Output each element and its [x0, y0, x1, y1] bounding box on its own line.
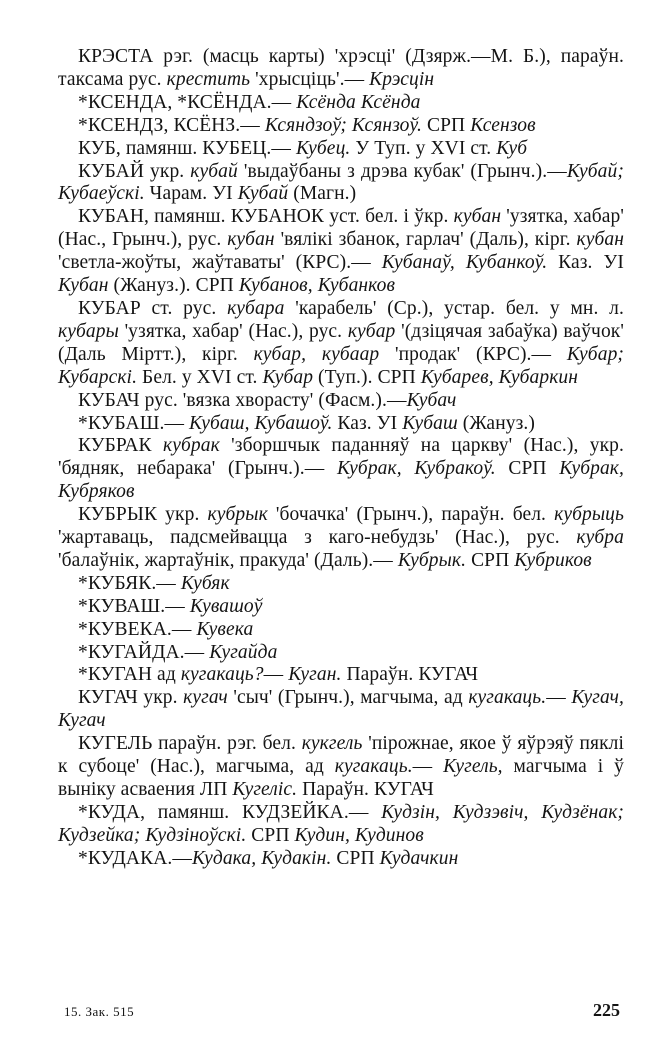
entry-text-segment: КУБ, памянш. КУБЕЦ.— [78, 137, 296, 159]
entry-italic-segment: Кудин, Кудинов [294, 824, 424, 846]
entry-italic-segment: кубрыць [554, 504, 624, 526]
entry-italic-segment: Кугайда [209, 641, 278, 663]
entry-italic-segment: кубра [576, 527, 624, 549]
entry-text-segment: Параўн. КУГАЧ [297, 779, 434, 800]
entry-text-segment: *КУГАН ад [78, 664, 181, 686]
entry-italic-segment: Кубанов, Кубанков [238, 275, 396, 297]
entry-text-segment: У Туп. у XVI ст. [350, 137, 497, 159]
dictionary-entry [58, 596, 624, 619]
dictionary-entry [58, 802, 624, 848]
entry-italic-segment: кугакаць. [468, 687, 547, 709]
entry-text-segment: (Жануз.) [457, 412, 535, 434]
entry-italic-segment: Кубарев, Кубаркин [420, 366, 579, 388]
entry-italic-segment: Кувека [196, 618, 254, 640]
dictionary-entry [58, 92, 624, 115]
entry-italic-segment: Кубай [237, 183, 289, 205]
entry-text-segment: 'узятка, хабар' (Нас., Грынч.), рус. [58, 206, 624, 251]
entry-text-segment: КУБАН, памянш. КУБАНОК уст. бел. і ўкр. [78, 206, 454, 228]
entry-italic-segment: Кудака, Кудакін. [191, 847, 332, 869]
entry-italic-segment: кубар [347, 320, 396, 342]
dictionary-entry [58, 206, 624, 298]
entry-italic-segment: Кубрак, Кубракоў. [336, 458, 496, 480]
entry-text-segment: *КСЕНДА, *КСЁНДА.— [78, 91, 297, 113]
entry-italic-segment: Кудачкин [379, 847, 459, 869]
entry-italic-segment: Ксёнда Ксёнда [296, 91, 421, 113]
entry-italic-segment: кугакаць. [334, 756, 413, 778]
entry-italic-segment: Куб [496, 137, 528, 159]
dictionary-entry [58, 413, 624, 436]
entry-italic-segment: кубрык [207, 504, 268, 526]
entry-italic-segment: Кубяк [180, 572, 230, 594]
entry-text-segment: СРП [331, 847, 380, 869]
printer-signature: 15. Зак. 515 [64, 1004, 135, 1019]
entry-italic-segment: Кугель, [443, 756, 503, 778]
entry-italic-segment: Ксяндзоў; Ксянзоў. [264, 114, 422, 136]
entry-text-segment: 'бочачка' (Грынч.), параўн. бел. [267, 504, 555, 526]
entry-text-segment: КУБРАК [78, 435, 163, 457]
entry-text-segment: Бел. у XVI ст. [137, 366, 263, 388]
entry-text-segment: 'хрысціць'.— [250, 68, 370, 90]
dictionary-entry [58, 390, 624, 413]
entry-text-segment: 'пірожнае, якое ў яўрэяў пяклі к субоце' (Нас.), магчыма, ад [58, 733, 624, 778]
entry-text-segment: КУБАЙ укр. [78, 160, 191, 182]
dictionary-entry [58, 573, 624, 596]
entry-italic-segment: кубай [190, 160, 238, 182]
entry-italic-segment: Куган. [288, 664, 342, 686]
dictionary-entry [58, 138, 624, 161]
entry-italic-segment: Кубриков [514, 549, 592, 571]
entry-text-segment: КУБРЫК укр. [78, 504, 208, 526]
entry-italic-segment: кубан [227, 229, 275, 251]
entry-text-segment: КРЭСТА рэг. (масць карты) 'хрэсці' (Дзярж.—М. Б.), параўн. таксама рус. [58, 46, 624, 90]
entry-italic-segment: кубара [227, 297, 285, 319]
entry-text-segment: СРП [422, 114, 471, 136]
entry-italic-segment: Ксензов [470, 114, 536, 136]
entry-italic-segment: кубан [576, 229, 624, 251]
entry-italic-segment: Кувашоў [189, 595, 263, 617]
entry-text-segment: *КСЕНДЗ, КСЁНЗ.— [78, 114, 265, 136]
entry-italic-segment: Кубец. [295, 137, 351, 159]
entry-italic-segment: Кубай; Кубаеўскі. [58, 160, 624, 205]
entry-text-segment: '(дзіцячая забаўка) ваўчок' (Даль Міртт.), кірг. [58, 320, 624, 365]
entry-text-segment: 'сыч' (Грынч.), магчыма, ад [227, 687, 469, 709]
entry-italic-segment: Кудзін, Кудзэвіч, Кудзёнак; Кудзейка; Кудзіноўскі. [58, 801, 625, 846]
entry-text-segment: — [263, 664, 289, 686]
entry-text-segment: СРП [246, 824, 295, 846]
entry-text-segment: Чарам. УІ [144, 183, 238, 205]
entry-text-segment: 'карабель' (Ср.), устар. бел. у мн. л. [284, 297, 624, 319]
entry-text-segment: *КУБАШ.— [78, 412, 190, 434]
dictionary-entry [58, 664, 624, 687]
entry-italic-segment: Кубар; Кубарскі. [58, 343, 625, 388]
entry-text-segment: 'светла-жоўты, жаўтаваты' (КРС).— [58, 252, 382, 274]
entry-italic-segment: Кубаш [402, 412, 458, 434]
entry-text-segment: 'вялікі збанок, гарлач' (Даль), кірг. [274, 229, 577, 251]
entry-text-segment: — [412, 756, 444, 778]
dictionary-entry [58, 161, 624, 207]
entry-text-segment: СРП [495, 458, 560, 480]
dictionary-entry [58, 848, 624, 871]
entry-italic-segment: Кугеліс. [232, 779, 298, 800]
entry-italic-segment: кубан [453, 206, 502, 228]
entry-text-segment: *КУДА, памянш. КУДЗЕЙКА.— [78, 801, 382, 823]
entry-text-segment: КУБАЧ рус. 'вязка хворасту' (Фасм.).— [78, 389, 407, 411]
dictionary-entry [58, 115, 624, 138]
dictionary-entry [58, 733, 624, 802]
entry-text-segment: (Туп.). СРП [313, 366, 421, 388]
dictionary-entry [58, 298, 624, 390]
entry-text-segment: *КУГАЙДА.— [78, 641, 210, 663]
entry-italic-segment: Кубаш, Кубашоў. [189, 412, 333, 434]
entry-italic-segment: Кубрык. [397, 549, 467, 571]
entry-text-segment: 'продак' (КРС).— [379, 343, 567, 365]
entry-italic-segment: Кубар [262, 366, 314, 388]
entry-text-segment: *КУДАКА.— [78, 847, 192, 869]
entry-text-segment: Каз. УІ [332, 412, 403, 434]
dictionary-entry [58, 687, 624, 733]
entry-italic-segment: Кугач, Кугач [58, 687, 624, 732]
entry-text-segment: КУБАР ст. рус. [78, 297, 228, 319]
entry-italic-segment: Кубрак, Кубряков [58, 458, 625, 503]
dictionary-entry [58, 619, 624, 642]
entry-italic-segment: Крэсцін [369, 68, 435, 90]
entry-text-segment: *КУВАШ.— [78, 595, 190, 617]
entry-text-segment: 'узятка, хабар' (Нас.), рус. [118, 320, 348, 342]
entry-italic-segment: Кубанаў, Кубанкоў. [381, 252, 548, 274]
dictionary-entry [58, 504, 624, 573]
dictionary-entry [58, 435, 624, 504]
entry-text-segment: 'балаўнік, жартаўнік, пракуда' (Даль).— [58, 549, 398, 571]
dictionary-entry [58, 46, 624, 92]
entry-text-segment: 'жартаваць, падсмейвацца з каго-небудзь' (Нас.), рус. [58, 527, 577, 549]
entry-text-segment: (Жануз.). СРП [108, 275, 239, 297]
entry-text-segment: — [546, 687, 572, 709]
entry-italic-segment: кубрак [163, 435, 220, 457]
entry-italic-segment: кугач [183, 687, 228, 709]
entry-text-segment: Параўн. КУГАЧ [341, 664, 479, 686]
entry-text-segment: (Магн.) [288, 183, 357, 205]
entry-text-segment: СРП [466, 549, 515, 571]
entry-italic-segment: Кубач [406, 389, 457, 411]
entry-text-segment: КУГАЧ укр. [78, 687, 184, 709]
entry-text-segment: *КУВЕКА.— [78, 618, 197, 640]
entry-text-segment: магчыма і ў выніку асваения ЛП [58, 756, 624, 800]
entry-text-segment: 'зборшчык паданняў на царкву' (Нас.), укр. 'бядняк, небарака' (Грынч.).— [58, 435, 624, 480]
entry-text-segment: *КУБЯК.— [78, 572, 181, 594]
entry-italic-segment: Кубан [58, 275, 109, 297]
entry-italic-segment: кубар, кубаар [253, 343, 380, 365]
entry-text-segment: КУГЕЛЬ параўн. рэг. бел. [78, 733, 302, 755]
entry-text-segment: Каз. УІ [547, 252, 624, 274]
entries-column [58, 46, 624, 871]
entry-italic-segment: кукгель [301, 733, 363, 755]
entry-text-segment: 'выдаўбаны з дрэва кубак' (Грынч.).— [237, 160, 567, 182]
entry-italic-segment: кугакаць? [180, 664, 264, 686]
dictionary-entry [58, 642, 624, 665]
entry-italic-segment: крестить [166, 68, 251, 90]
entry-italic-segment: кубары [58, 320, 119, 342]
page-number: 225 [593, 1000, 620, 1020]
